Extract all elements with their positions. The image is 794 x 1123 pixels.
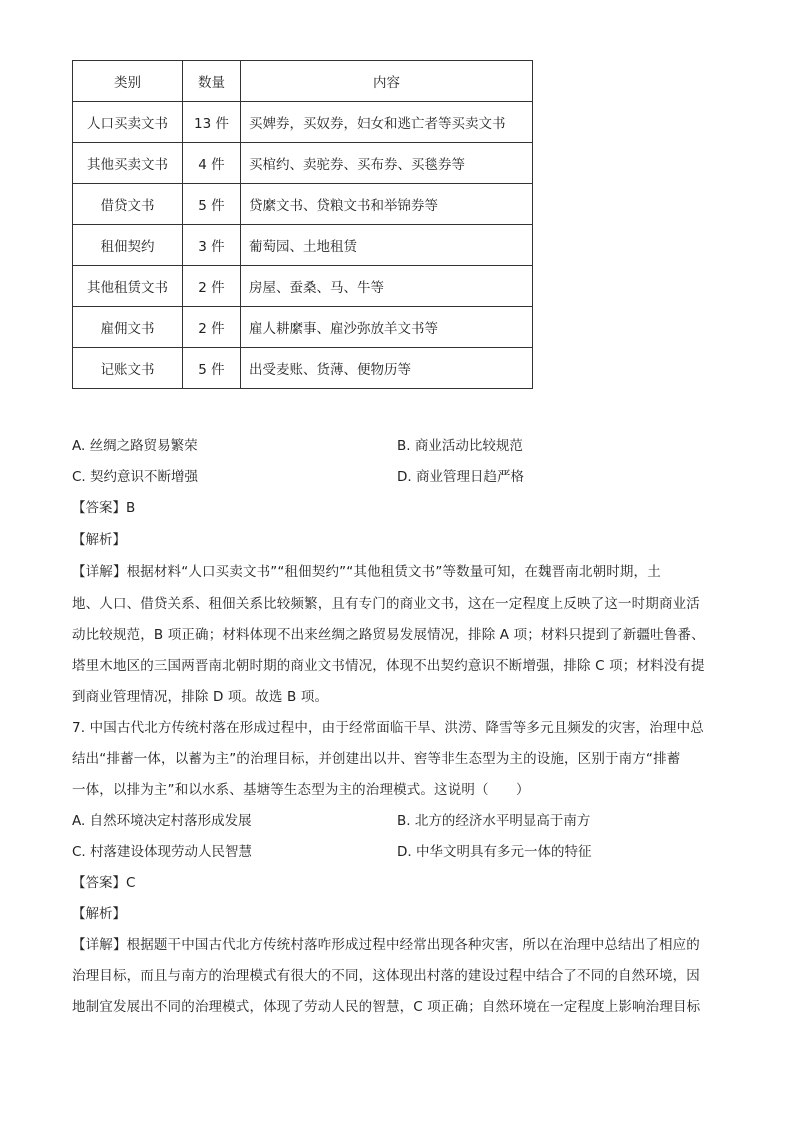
q7-detail-line: 地制宜发展出不同的治理模式，体现了劳动人民的智慧，C 项正确；自然环境在一定程度上影响治理目标 (72, 999, 701, 1015)
cell-content: 葡萄园、土地租赁 (241, 225, 533, 266)
cell-category: 借贷文书 (73, 184, 183, 225)
cell-category: 其他租赁文书 (73, 266, 183, 307)
cell-quantity: 5 件 (183, 184, 241, 225)
cell-quantity: 5 件 (183, 348, 241, 389)
cell-category: 租佃契约 (73, 225, 183, 266)
cell-content: 出受麦账、货薄、便物历等 (241, 348, 533, 389)
cell-quantity: 13 件 (183, 102, 241, 143)
q6-answer: 【答案】B (72, 500, 136, 516)
header-quantity: 数量 (183, 61, 241, 102)
q6-detail-line: 动比较规范，B 项正确；材料体现不出来丝绸之路贸易发展情况，排除 A 项；材料只提到了新疆吐鲁番、 (72, 627, 705, 643)
cell-content: 买棺约、卖驼券、买布券、买毯券等 (241, 143, 533, 184)
q6-detail-line: 塔里木地区的三国两晋南北朝时期的商业文书情况，体现不出契约意识不断增强，排除 C 项；材料没有提 (72, 658, 705, 674)
cell-content: 房屋、蚕桑、马、牛等 (241, 266, 533, 307)
q7-detail-line: 治理目标，而且与南方的治理模式有很大的不同，这体现出村落的建设过程中结合了不同的自然环境，因 (72, 968, 700, 984)
q7-stem-line: 7. 中国古代北方传统村落在形成过程中，由于经常面临干旱、洪涝、降雪等多元且频发的灾害，治理中总 (72, 720, 704, 736)
header-content: 内容 (241, 61, 533, 102)
q6-detail-line: 到商业管理情况，排除 D 项。故选 B 项。 (72, 689, 329, 705)
cell-quantity: 3 件 (183, 225, 241, 266)
table-row (73, 143, 533, 184)
cell-category: 记账文书 (73, 348, 183, 389)
q6-option-a: A. 丝绸之路贸易繁荣 (72, 438, 198, 454)
q7-option-d: D. 中华文明具有多元一体的特征 (397, 844, 592, 860)
q7-option-c: C. 村落建设体现劳动人民智慧 (72, 844, 253, 860)
header-category: 类别 (73, 61, 183, 102)
q7-option-b: B. 北方的经济水平明显高于南方 (397, 813, 591, 829)
q7-detail-line: 【详解】根据题干中国古代北方传统村落咋形成过程中经常出现各种灾害，所以在治理中总结出了相应的 (72, 937, 700, 953)
q7-answer: 【答案】C (72, 875, 136, 891)
table-row (73, 102, 533, 143)
table-row (73, 225, 533, 266)
q7-stem-line: 结出“排蓄一体，以蓄为主”的治理目标，并创建出以井、窖等非生态型为主的设施，区别于南方“排蓄 (72, 751, 681, 767)
cell-quantity: 2 件 (183, 266, 241, 307)
table-row (73, 184, 533, 225)
document-table (72, 60, 533, 389)
cell-quantity: 2 件 (183, 307, 241, 348)
cell-quantity: 4 件 (183, 143, 241, 184)
cell-category: 人口买卖文书 (73, 102, 183, 143)
q6-option-b: B. 商业活动比较规范 (397, 438, 523, 454)
table-header-row (73, 61, 533, 102)
cell-content: 买婢券，买奴券，妇女和逃亡者等买卖文书 (241, 102, 533, 143)
q6-detail-line: 地、人口、借贷关系、租佃关系比较频繁，且有专门的商业文书，这在一定程度上反映了这一时期商业活 (72, 596, 700, 612)
q6-analysis-label: 【解析】 (72, 532, 126, 548)
q7-option-a: A. 自然环境决定村落形成发展 (72, 813, 252, 829)
table-row (73, 307, 533, 348)
q6-option-c: C. 契约意识不断增强 (72, 469, 199, 485)
cell-content: 贷縻文书、贷粮文书和举锦券等 (241, 184, 533, 225)
cell-category: 雇佣文书 (73, 307, 183, 348)
q6-detail-line: 【详解】根据材料“人口买卖文书”“租佃契约”“其他租赁文书”等数量可知，在魏晋南北朝时期，土 (72, 564, 661, 580)
q7-stem-line: 一体，以排为主”和以水系、基塘等生态型为主的治理模式。这说明（ ） (72, 782, 530, 798)
cell-content: 雇人耕縻事、雇沙弥放羊文书等 (241, 307, 533, 348)
table-row (73, 348, 533, 389)
cell-category: 其他买卖文书 (73, 143, 183, 184)
q6-option-d: D. 商业管理日趋严格 (397, 469, 524, 485)
table-row (73, 266, 533, 307)
q7-analysis-label: 【解析】 (72, 906, 126, 922)
